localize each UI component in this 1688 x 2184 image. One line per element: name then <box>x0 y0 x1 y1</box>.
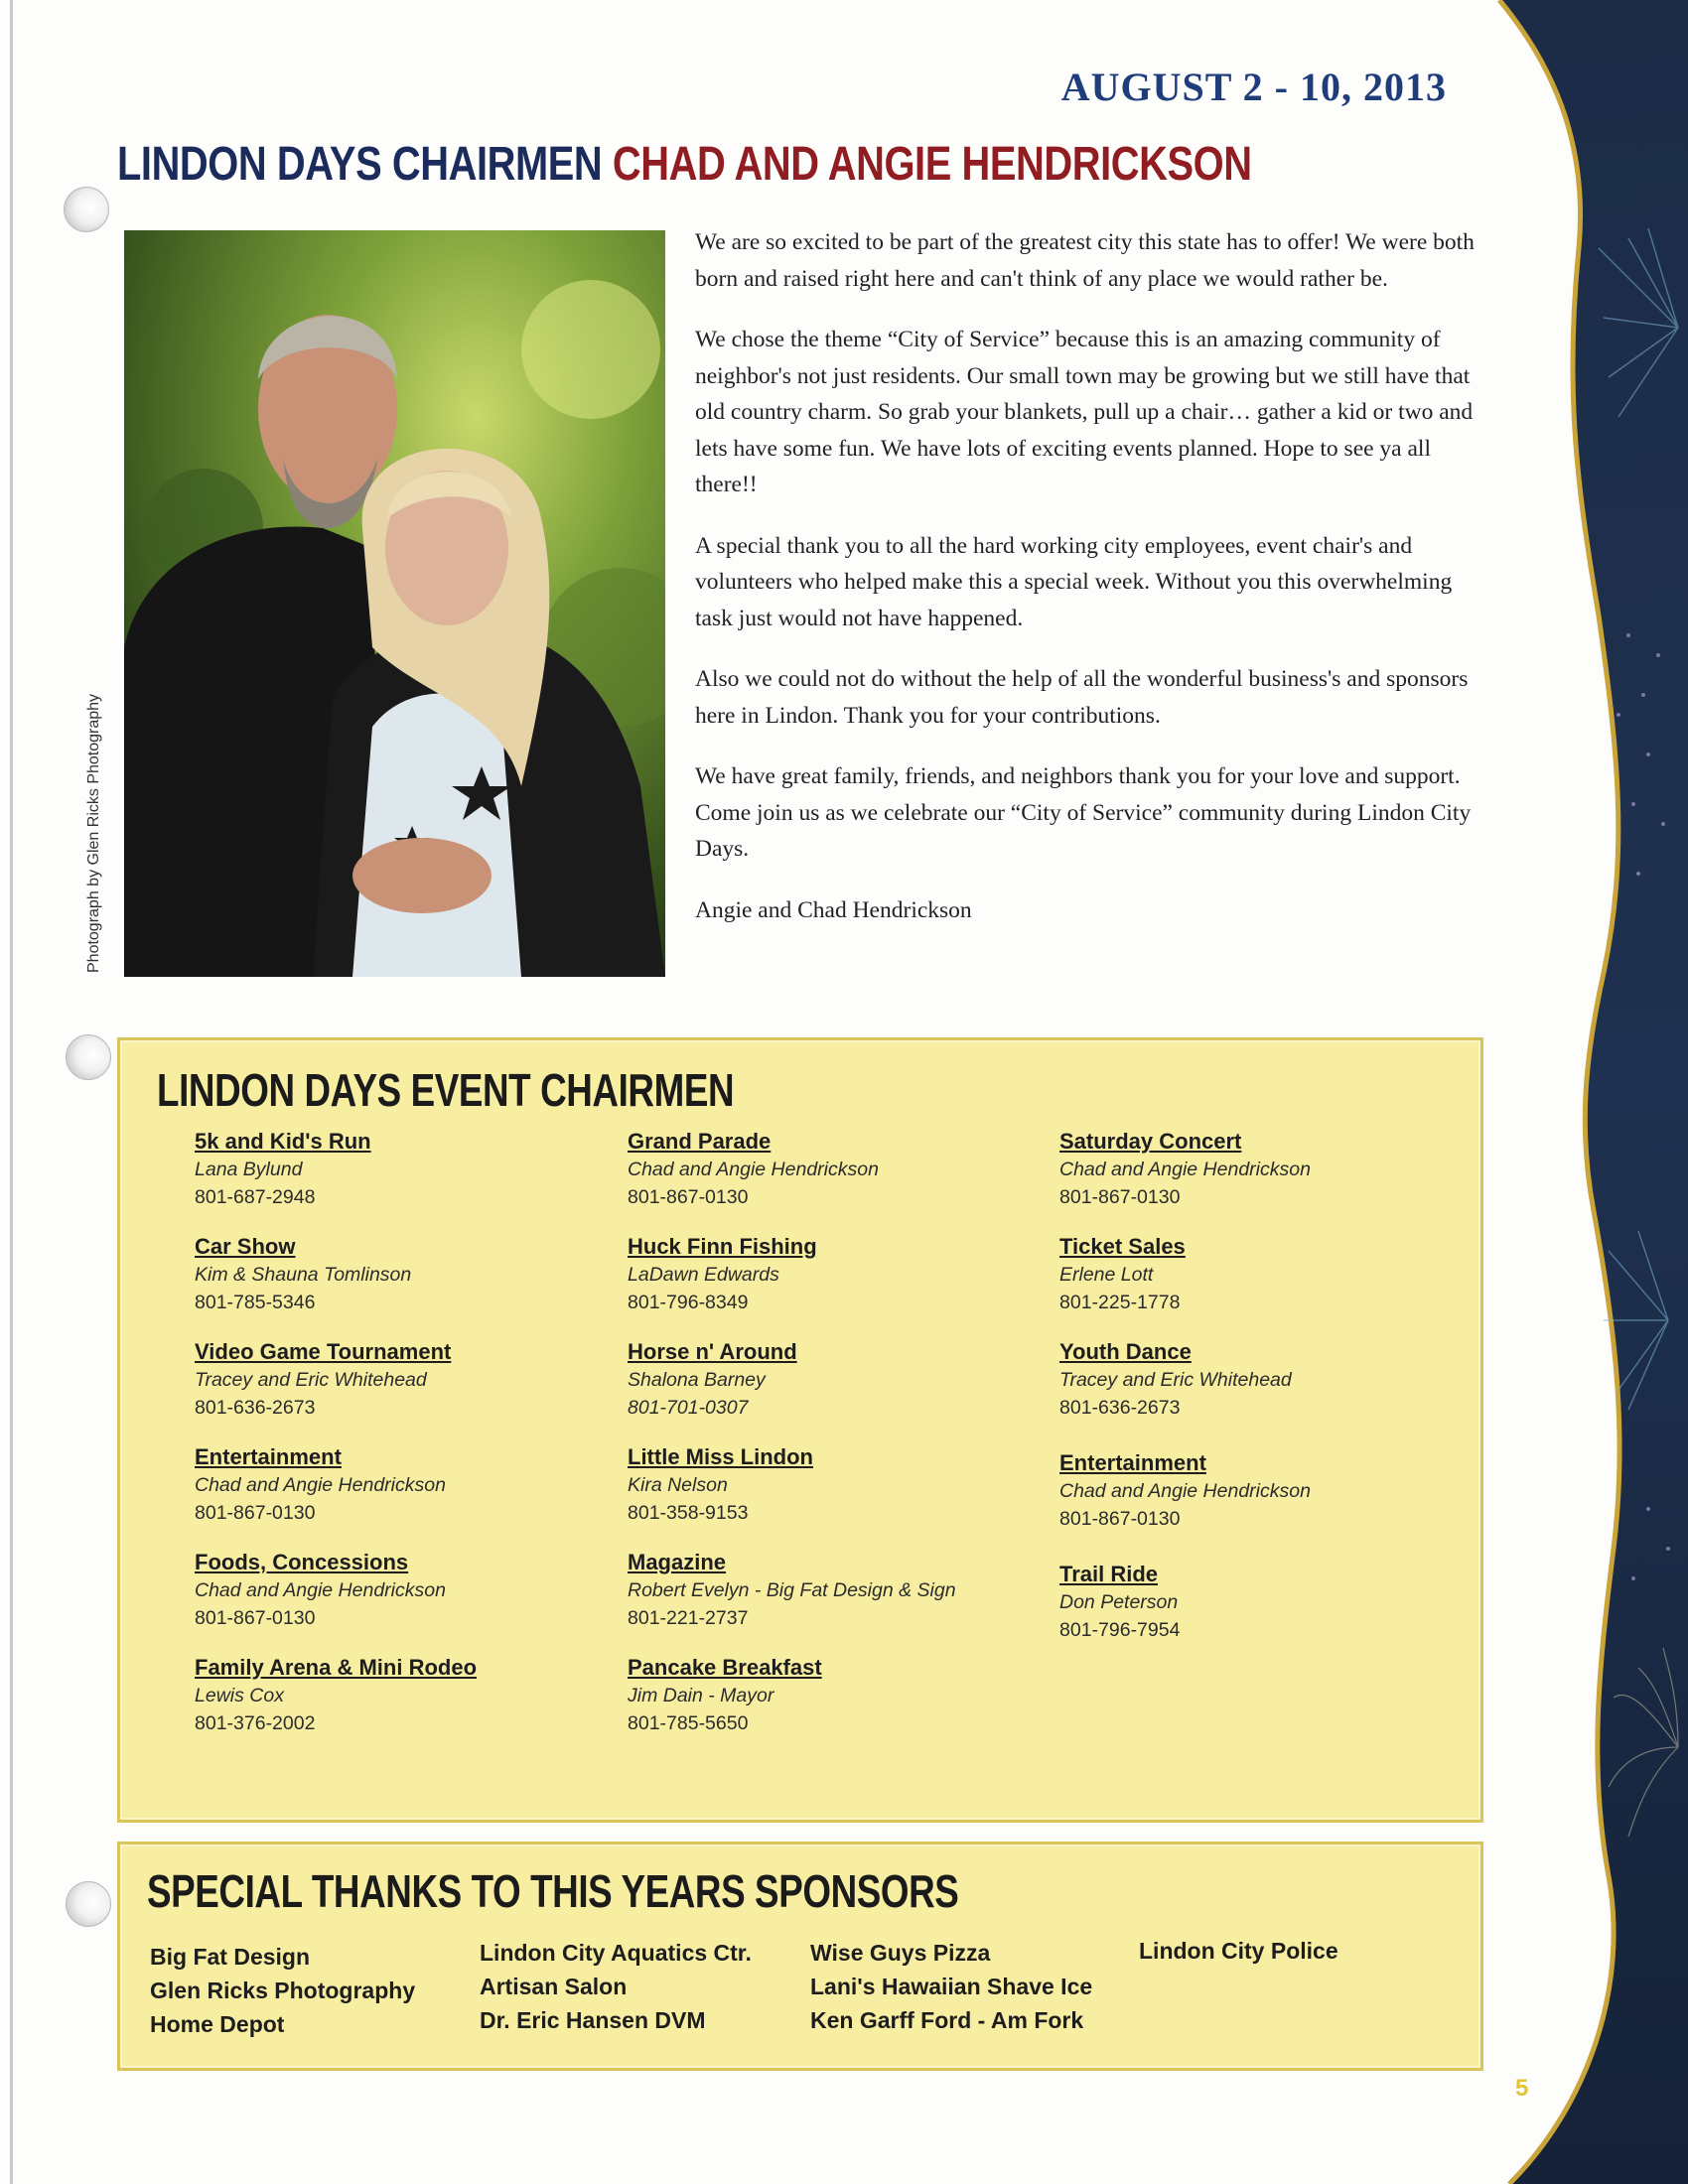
sponsors-box <box>117 1842 1483 2071</box>
event-chair-name: Shalona Barney <box>628 1369 766 1391</box>
event-chair-name: Kim & Shauna Tomlinson <box>195 1264 412 1286</box>
page-headline <box>117 137 1252 192</box>
event-phone: 801-221-2737 <box>628 1607 749 1629</box>
sponsor-name: Lani's Hawaiian Shave Ice <box>810 1974 1093 1999</box>
event-chair-name: Chad and Angie Hendrickson <box>195 1474 446 1496</box>
headline-part1: LINDON DAYS CHAIRMEN <box>117 138 603 191</box>
letter-paragraph: Also we could not do without the help of all the wonderful business's and sponsors here in Lindon. Thank you for your contributions. <box>695 666 1469 729</box>
sponsor-name: Lindon City Aquatics Ctr. <box>480 1940 752 1966</box>
event-chair-name: Tracey and Eric Whitehead <box>195 1369 427 1391</box>
event-chairmen-title: LINDON DAYS EVENT CHAIRMEN <box>157 1064 735 1116</box>
event-title: Trail Ride <box>1059 1562 1159 1586</box>
event-chair-name: Tracey and Eric Whitehead <box>1059 1369 1292 1391</box>
event-entry <box>195 1549 612 1632</box>
event-entry <box>628 1443 1045 1527</box>
event-chair-name: Jim Dain - Mayor <box>628 1685 774 1706</box>
sponsor-name: Glen Ricks Photography <box>150 1978 416 2003</box>
event-title: Entertainment <box>1059 1450 1206 1475</box>
event-phone: 801-785-5650 <box>628 1712 749 1734</box>
event-chair-name: Chad and Angie Hendrickson <box>1059 1480 1311 1502</box>
event-title: Saturday Concert <box>1059 1129 1242 1154</box>
event-title: Foods, Concessions <box>195 1550 409 1574</box>
event-title: Huck Finn Fishing <box>628 1234 817 1259</box>
event-title: Entertainment <box>195 1444 342 1469</box>
chairmen-photo <box>124 230 665 977</box>
event-entry <box>195 1443 612 1527</box>
event-chair-name: Robert Evelyn - Big Fat Design & Sign <box>628 1579 956 1601</box>
event-entry <box>628 1128 1045 1211</box>
event-chair-name: Erlene Lott <box>1059 1264 1154 1286</box>
event-entry <box>1059 1128 1477 1211</box>
event-entry <box>628 1654 1045 1737</box>
event-chairmen-box <box>117 1037 1483 1823</box>
event-entry <box>195 1338 612 1422</box>
sponsor-column-4 <box>1139 1934 1467 1968</box>
sponsor-name: Home Depot <box>150 2011 285 2037</box>
binder-edge-line <box>10 0 13 2184</box>
event-entry <box>628 1233 1045 1316</box>
event-entry <box>195 1128 612 1211</box>
event-title: Horse n' Around <box>628 1339 797 1364</box>
event-phone: 801-636-2673 <box>1059 1397 1181 1419</box>
binder-hole <box>66 1881 111 1927</box>
event-chair-name: Kira Nelson <box>628 1474 728 1496</box>
page-number: 5 <box>1515 2075 1529 2102</box>
event-chair-name: Chad and Angie Hendrickson <box>1059 1159 1311 1180</box>
event-phone: 801-785-5346 <box>195 1292 316 1313</box>
event-title: Grand Parade <box>628 1129 772 1154</box>
event-entry <box>1059 1449 1477 1533</box>
event-phone: 801-867-0130 <box>1059 1508 1181 1530</box>
event-phone: 801-358-9153 <box>628 1502 749 1524</box>
event-entry <box>1059 1561 1477 1644</box>
event-entry <box>195 1654 612 1737</box>
event-title: Youth Dance <box>1059 1339 1192 1364</box>
event-title: Family Arena & Mini Rodeo <box>195 1655 478 1680</box>
event-entry <box>1059 1338 1477 1422</box>
letter-paragraph: A special thank you to all the hard working city employees, event chair's and volunteers who helped make this a special week. Without you this overwhelming task just would not have happened. <box>695 532 1453 631</box>
binder-hole <box>66 1034 111 1080</box>
event-entry <box>628 1549 1045 1632</box>
event-phone: 801-867-0130 <box>628 1186 749 1208</box>
sponsor-name: Big Fat Design <box>150 1944 311 1970</box>
sponsor-column-2 <box>480 1936 807 2037</box>
binder-hole <box>64 187 109 232</box>
event-entry <box>195 1233 612 1316</box>
event-chair-name: Chad and Angie Hendrickson <box>628 1159 879 1180</box>
letter-paragraph: We chose the theme “City of Service” because this is an amazing community of neighbor's not just residents. Our small town may be growing but we still have that old country charm. So grab your blankets, pull up a chair… gather a kid or two and lets have some fun. We have lots of exciting events planned. Hope to see ya all there!! <box>695 327 1474 497</box>
event-phone: 801-867-0130 <box>195 1607 316 1629</box>
event-entry <box>628 1338 1045 1422</box>
letter-paragraph: We are so excited to be part of the greatest city this state has to offer! We were both born and raised right here and can't think of any place we would rather be. <box>695 229 1475 292</box>
event-chair-name: Chad and Angie Hendrickson <box>195 1579 446 1601</box>
sponsor-name: Artisan Salon <box>480 1974 628 1999</box>
event-phone: 801-867-0130 <box>195 1502 316 1524</box>
event-phone: 801-701-0307 <box>628 1397 749 1419</box>
chairmen-letter <box>695 224 1479 953</box>
event-title: 5k and Kid's Run <box>195 1129 371 1154</box>
event-title: Ticket Sales <box>1059 1234 1186 1259</box>
sponsor-name: Ken Garff Ford - Am Fork <box>810 2007 1084 2033</box>
sponsors-title: SPECIAL THANKS TO THIS YEARS SPONSORS <box>147 1865 959 1917</box>
event-title: Car Show <box>195 1234 296 1259</box>
event-title: Pancake Breakfast <box>628 1655 822 1680</box>
event-chair-name: LaDawn Edwards <box>628 1264 779 1286</box>
magazine-page: AUGUST 2 - 10, 2013 LINDON DAYS CHAIRMEN CHAD AND ANGIE HENDRICKSON Photograph by Glen Ricks Photography We are so excited to be part of the greatest city this state has to offer! We were both born and raised right here and can't think of any place we would rather be. We chose the theme “City of Service” because this is an amazing community of neighbor's not just residents. Our small town may be growing but we still have that old country charm. So grab your blankets, pull up a chair… gather a kid or two and lets have some fun. We have lots of exciting events planned. Hope to see ya all there!! A special thank you to all the hard working city employees, event chair's and volunteers who helped make this a special week. Without you this overwhelming task just would not have happened. Also we could not do without the help of all the wonderful business's and sponsors here in Lindon. Thank you for your contributions. We have great family, friends, and neighbors thank you for your love and support. Come join us as we celebrate our “City of Service” community during Lindon City Days. Angie and Chad Hendrickson LINDON DAYS EVENT CHAIRMEN 5k and Kid's Run Lana Bylund 801-687-2948 Car Show Kim & Shauna Tomlinson 801-785-5346 Video Game Tournament Tracey and Eric Whitehead 801-636-2673 Entertainment Chad and Angie Hendrickson 801-867-0130 Foods, Concessions Chad and Angie Hendrickson 801-867-0130 Family Arena & Mini Rodeo Lewis Cox 801-376-2002 Grand Parade Chad and Angie Hendrickson 801-867-0130 Huck Finn Fishing LaDawn Edwards 801-796-8349 Horse n' Around Shalona Barney 801-701-0307 Little Miss Lindon Kira Nelson 801-358-9153 Magazine Robert Evelyn - Big Fat Design & Sign 801-221-2737 Pancake Breakfast Jim Dain - Mayor 801-785-5650 Saturday Concert Chad and Angie Hendrickson 801-867-0130 Ticket Sales Erlene Lott 801-225-1778 Youth Dance Tracey and Eric Whitehead 801-636-2673 Entertainment Chad and Angie Hendrickson 801-867-0130 Trail Ride Don Peterson 801-796-7954 SPECIAL THANKS TO THIS YEARS SPONSORS Big Fat Design Glen Ricks Photography Home Depot Lindon City Aquatics Ctr. Artisan Salon Dr. Eric Hansen DVM Wise Guys Pizza Lani's Hawaiian Shave Ice Ken Garff Ford - Am Fork Lindon City Police 5 <box>0 0 1688 2184</box>
event-title: Magazine <box>628 1550 727 1574</box>
event-phone: 801-796-7954 <box>1059 1619 1181 1641</box>
event-phone: 801-225-1778 <box>1059 1292 1181 1313</box>
event-phone: 801-376-2002 <box>195 1712 316 1734</box>
sponsor-name: Wise Guys Pizza <box>810 1940 991 1966</box>
headline-part2: CHAD AND ANGIE HENDRICKSON <box>612 138 1252 191</box>
event-column-2 <box>628 1128 1045 1759</box>
event-phone: 801-636-2673 <box>195 1397 316 1419</box>
event-entry <box>1059 1233 1477 1316</box>
event-chair-name: Lana Bylund <box>195 1159 303 1180</box>
event-column-3 <box>1059 1128 1477 1666</box>
event-title: Video Game Tournament <box>195 1339 452 1364</box>
event-column-1 <box>195 1128 612 1759</box>
event-phone: 801-796-8349 <box>628 1292 749 1313</box>
letter-paragraph: We have great family, friends, and neighbors thank you for your love and support. Come join us as we celebrate our “City of Service” community during Lindon City Days. <box>695 763 1472 862</box>
sponsor-column-1 <box>150 1940 478 2041</box>
sponsor-column-3 <box>810 1936 1138 2037</box>
letter-signature: Angie and Chad Hendrickson <box>695 896 972 923</box>
sponsor-name: Lindon City Police <box>1139 1938 1338 1964</box>
event-date: AUGUST 2 - 10, 2013 <box>1060 65 1447 109</box>
event-chair-name: Don Peterson <box>1059 1591 1179 1613</box>
event-phone: 801-867-0130 <box>1059 1186 1181 1208</box>
event-phone: 801-687-2948 <box>195 1186 316 1208</box>
sponsor-name: Dr. Eric Hansen DVM <box>480 2007 706 2033</box>
event-chair-name: Lewis Cox <box>195 1685 284 1706</box>
event-title: Little Miss Lindon <box>628 1444 813 1469</box>
